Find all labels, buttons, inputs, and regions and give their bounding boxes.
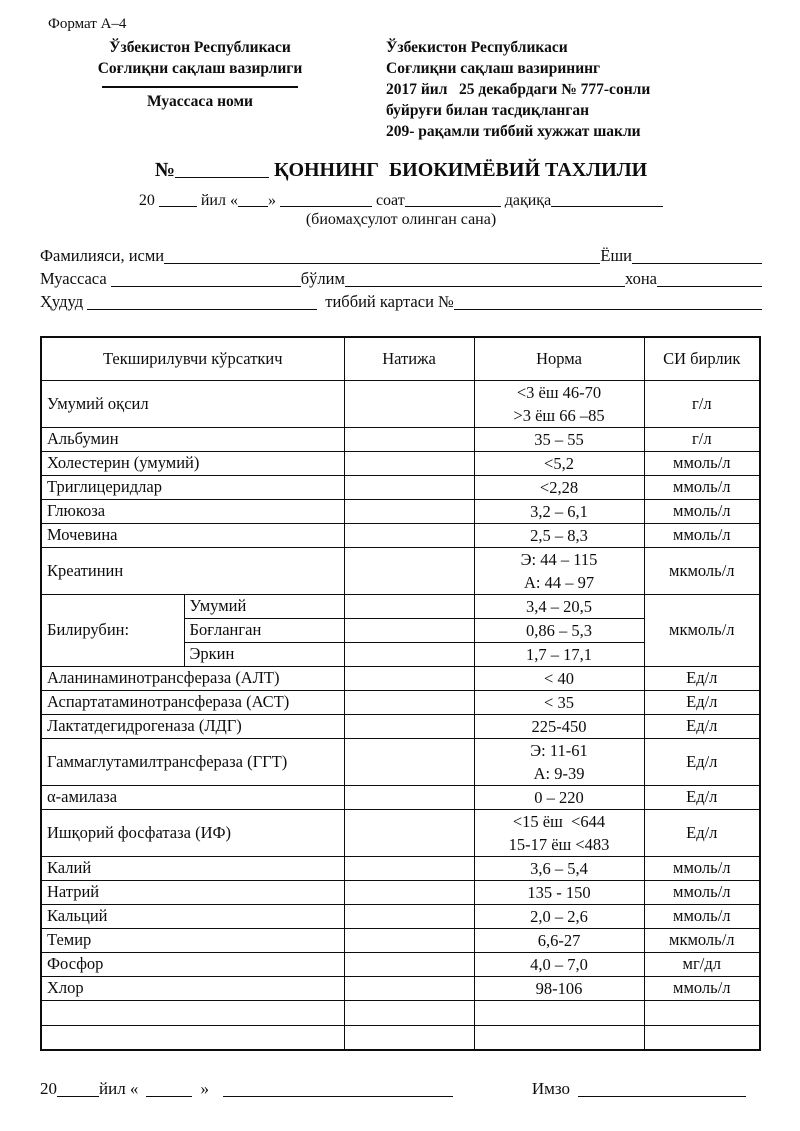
unit-cell: ммоль/л [644,856,760,880]
header-right-line5: 209- рақамли тиббий хужжат шакли [386,123,641,140]
norm-cell: 225-450 [474,714,644,738]
unit-cell: мкмоль/л [644,547,760,594]
norm-cell: <2,28 [474,475,644,499]
footer-year-label: йил « [99,1079,139,1098]
table-row [41,427,760,451]
year-prefix: 20 [138,192,155,209]
table-row [41,809,760,856]
header-right-line2: Соғлиқни сақлаш вазирининг [386,60,601,77]
table-row-bilirubin [41,594,760,618]
room-blank [657,267,762,287]
norm-cell: 6,6-27 [474,928,644,952]
unit-cell: ммоль/л [644,499,760,523]
parameter-name: Глюкоза [41,499,344,523]
org-name-blank-line [102,79,298,88]
region-blank [87,290,317,310]
parameter-name: Триглицеридлар [41,475,344,499]
unit-cell: мкмоль/л [644,928,760,952]
bilirubin-group-label: Билирубин: [41,594,184,666]
table-row [41,475,760,499]
footer-day-blank [146,1077,192,1097]
norm-cell: 3,4 – 20,5 [474,594,644,618]
month-blank [280,206,372,207]
table-row [41,738,760,785]
result-cell [344,690,474,714]
norm-cell: 2,5 – 8,3 [474,523,644,547]
department-label: бўлим [300,269,345,288]
result-cell [344,547,474,594]
minute-blank [551,206,663,207]
norm-cell: <5,2 [474,451,644,475]
parameter-name: Фосфор [41,952,344,976]
norm-cell: Э: 44 – 115 А: 44 – 97 [474,547,644,594]
org-name-label: Муассаса номи [147,93,253,110]
age-label: Ёши [600,246,632,265]
norm-cell: 98-106 [474,976,644,1000]
norm-cell: <3 ёш 46-70 >3 ёш 66 –85 [474,380,644,427]
title-text: ҚОННИНГ БИОКИМЁВИЙ ТАХЛИЛИ [273,159,648,181]
institution-blank [111,267,301,287]
norm-cell: 0 – 220 [474,785,644,809]
table-row [41,976,760,1000]
parameter-name-empty [41,1025,344,1050]
footer-spacer [453,1077,532,1101]
table-row [41,904,760,928]
parameter-name: Кальций [41,904,344,928]
name-blank [164,244,600,264]
table-row [41,714,760,738]
table-row [41,523,760,547]
unit-cell: Ед/л [644,738,760,785]
norm-cell: 135 - 150 [474,880,644,904]
unit-cell: Ед/л [644,714,760,738]
parameter-name: Натрий [41,880,344,904]
quote-close: » [267,192,276,209]
region-label: Ҳудуд [40,292,88,311]
norm-cell: 1,7 – 17,1 [474,642,644,666]
header-right-line3: 2017 йил 25 декабрдаги № 777-сонли [386,81,651,98]
table-row [41,952,760,976]
department-blank [345,267,625,287]
norm-cell: 3,2 – 6,1 [474,499,644,523]
result-cell [344,594,474,618]
bilirubin-sub-name: Умумий [184,594,344,618]
header-left-line2: Соғлиқни сақлаш вазирлиги [97,60,303,77]
norm-cell: 3,6 – 5,4 [474,856,644,880]
signature-label: Имзо [531,1079,570,1098]
form-title [40,159,762,182]
result-cell [344,785,474,809]
header-right-line1: Ўзбекистон Республикаси [386,39,568,56]
minute-label: дақиқа [504,192,552,209]
unit-cell: Ед/л [644,690,760,714]
result-cell [344,499,474,523]
parameter-name: Креатинин [41,547,344,594]
result-cell [344,976,474,1000]
col-header-parameter: Текширилувчи кўрсаткич [41,337,344,380]
norm-cell: <15 ёш <644 15-17 ёш <483 [474,809,644,856]
card-label: тиббий картаси № [325,292,454,311]
col-header-norm: Норма [474,337,644,380]
institution-line [40,267,762,290]
result-cell [344,475,474,499]
result-cell [344,523,474,547]
day-blank [238,206,268,207]
hour-blank [405,206,501,207]
signature-blank [578,1077,746,1097]
norm-cell: 2,0 – 2,6 [474,904,644,928]
empty-table-row [41,1000,760,1025]
title-number-sign: № [154,159,175,181]
result-cell [344,666,474,690]
result-cell [344,928,474,952]
footer-month-blank [223,1077,453,1097]
sample-datetime-line [40,192,762,210]
norm-cell [474,1025,644,1050]
table-row [41,547,760,594]
patient-info-block [40,244,762,313]
parameter-name: Мочевина [41,523,344,547]
parameter-name: Аланинаминотрансфераза (АЛТ) [41,666,344,690]
patient-name-line [40,244,762,267]
unit-cell [644,1025,760,1050]
document-header [40,37,762,142]
room-label: хона [624,269,657,288]
unit-cell: ммоль/л [644,976,760,1000]
header-right-block [386,37,650,142]
unit-cell: Ед/л [644,785,760,809]
result-cell [344,380,474,427]
norm-cell: < 40 [474,666,644,690]
result-cell [344,642,474,666]
hour-label: соат [375,192,405,209]
unit-cell: Ед/л [644,666,760,690]
header-left-block [40,37,360,142]
unit-cell: мкмоль/л [644,594,760,666]
table-row [41,880,760,904]
lab-results-table [40,336,761,1051]
form-number-blank [175,177,269,178]
unit-cell: ммоль/л [644,451,760,475]
region-line [40,290,762,313]
table-row [41,785,760,809]
result-cell [344,809,474,856]
signature-footer [40,1077,746,1101]
result-cell [344,1000,474,1025]
parameter-name: Альбумин [41,427,344,451]
parameter-name: Лактатдегидрогеназа (ЛДГ) [41,714,344,738]
footer-year-blank [57,1077,99,1097]
unit-cell: ммоль/л [644,904,760,928]
norm-cell: Э: 11-61 А: 9-39 [474,738,644,785]
unit-cell: Ед/л [644,809,760,856]
header-right-line4: буйруғи билан тасдиқланган [386,102,590,119]
sample-date-caption: (биомаҳсулот олинган сана) [305,211,497,228]
format-label: Формат А–4 [48,16,127,32]
parameter-name: Аспартатаминотрансфераза (АСТ) [41,690,344,714]
unit-cell: ммоль/л [644,475,760,499]
table-row [41,666,760,690]
result-cell [344,714,474,738]
result-cell [344,880,474,904]
norm-cell: 0,86 – 5,3 [474,618,644,642]
parameter-name: Умумий оқсил [41,380,344,427]
bilirubin-sub-name: Боғланган [184,618,344,642]
parameter-name: Калий [41,856,344,880]
parameter-name: Холестерин (умумий) [41,451,344,475]
norm-cell: 35 – 55 [474,427,644,451]
unit-cell: г/л [644,427,760,451]
table-header-row [41,337,760,380]
norm-cell: 4,0 – 7,0 [474,952,644,976]
unit-cell: г/л [644,380,760,427]
unit-cell: ммоль/л [644,523,760,547]
result-cell [344,451,474,475]
bilirubin-sub-name: Эркин [184,642,344,666]
footer-quote-close: » [200,1079,209,1098]
col-header-result: Натижа [344,337,474,380]
result-cell [344,1025,474,1050]
table-row [41,380,760,427]
result-cell [344,738,474,785]
parameter-name-empty [41,1000,344,1025]
table-row [41,690,760,714]
parameter-name: α-амилаза [41,785,344,809]
parameter-name: Ишқорий фосфатаза (ИФ) [41,809,344,856]
year-blank [159,206,197,207]
result-cell [344,618,474,642]
empty-table-row [41,1025,760,1050]
unit-cell: мг/дл [644,952,760,976]
parameter-name: Хлор [41,976,344,1000]
institution-label: Муассаса [40,269,111,288]
unit-cell [644,1000,760,1025]
result-cell [344,904,474,928]
parameter-name: Гаммаглутамилтрансфераза (ГГТ) [41,738,344,785]
norm-cell [474,1000,644,1025]
parameter-name: Темир [41,928,344,952]
table-row [41,856,760,880]
table-row [41,451,760,475]
age-blank [632,244,762,264]
year-label: йил « [200,192,238,209]
footer-year-prefix: 20 [40,1079,57,1098]
card-number-blank [454,290,762,310]
header-left-line1: Ўзбекистон Республикаси [109,39,291,56]
col-header-si-unit: СИ бирлик [644,337,760,380]
table-row [41,928,760,952]
norm-cell: < 35 [474,690,644,714]
table-row [41,499,760,523]
result-cell [344,856,474,880]
name-label: Фамилияси, исми [40,246,165,265]
result-cell [344,427,474,451]
result-cell [344,952,474,976]
unit-cell: ммоль/л [644,880,760,904]
